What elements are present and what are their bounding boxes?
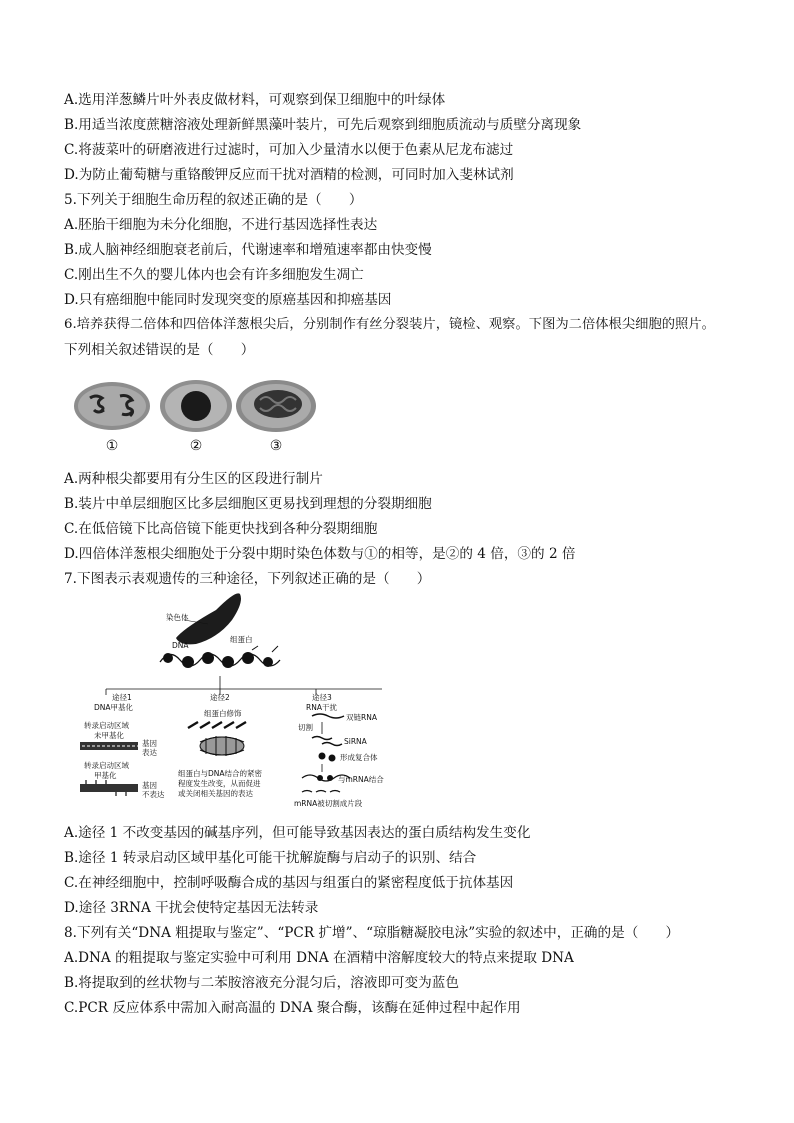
- option-text: D.只有癌细胞中能同时发现突变的原癌基因和抑癌基因: [64, 292, 392, 308]
- methylated-dna: [80, 784, 138, 792]
- option-text: B.成人脑神经细胞衰老前后，代谢速率和增殖速率都由快变慢: [64, 242, 432, 258]
- gene-not-expressed-line2: 不表达: [142, 790, 165, 799]
- question-stem: 7.下图表示表观遗传的三种途径，下列叙述正确的是（ ）: [64, 571, 431, 587]
- path2-sub: 组蛋白修饰: [204, 709, 242, 718]
- unmethylated-line2: 未甲基化: [94, 731, 124, 740]
- cell-photo-2: [154, 376, 238, 436]
- path1-title: 途径1: [112, 693, 132, 702]
- cut-label: 切割: [298, 723, 313, 732]
- cell-label-3: ③: [269, 438, 283, 454]
- gene-expressed-line2: 表达: [142, 748, 157, 757]
- complex-label: 形成复合体: [340, 753, 378, 762]
- option-text: B.途径 1 转录启动区域甲基化可能干扰解旋酶与启动子的识别、结合: [64, 850, 477, 866]
- epigenetics-diagram: [76, 592, 396, 810]
- gene-not-expressed-line1: 基因: [142, 781, 157, 790]
- cell-label-2: ②: [189, 438, 203, 454]
- dna-label: DNA: [172, 641, 189, 650]
- question-stem: 下列相关叙述错误的是（ ）: [64, 342, 255, 358]
- cell-label-1: ①: [105, 438, 119, 454]
- option-text: B.用适当浓度蔗糖溶液处理新鲜黑藻叶装片，可先后观察到细胞质流动与质壁分离现象: [64, 117, 582, 133]
- question-stem: 5.下列关于细胞生命历程的叙述正确的是（ ）: [64, 192, 363, 208]
- unmethylated-line1: 转录启动区域: [84, 721, 129, 730]
- question-stem: 6.培养获得二倍体和四倍体洋葱根尖后，分别制作有丝分裂装片，镜检、观察。下图为二倍体根尖细胞的照片。: [64, 317, 715, 332]
- path2-title: 途径2: [210, 693, 230, 702]
- option-text: A.途径 1 不改变基因的碱基序列，但可能导致基因表达的蛋白质结构发生变化: [64, 825, 531, 841]
- option-text: C.刚出生不久的婴儿体内也会有许多细胞发生凋亡: [64, 267, 364, 283]
- path3-sub: RNA干扰: [306, 703, 337, 712]
- histone-effect-line3: 或关闭相关基因的表达: [178, 789, 253, 798]
- option-text: C.在神经细胞中，控制呼吸酶合成的基因与组蛋白的紧密程度低于抗体基因: [64, 875, 514, 891]
- methylated-line2: 甲基化: [94, 771, 117, 780]
- cell-photo-1: [70, 376, 154, 436]
- option-text: A.DNA 的粗提取与鉴定实验中可利用 DNA 在酒精中溶解度较大的特点来提取 DNA: [64, 950, 574, 966]
- mrna-cut-label: mRNA被切割成片段: [294, 799, 363, 808]
- option-text: A.两种根尖都要用有分生区的区段进行制片: [64, 471, 323, 487]
- option-text: A.胚胎干细胞为未分化细胞，不进行基因选择性表达: [64, 217, 378, 233]
- root-cell-photos: [66, 376, 326, 456]
- dsrna-label: 双链RNA: [346, 713, 377, 722]
- path1-sub: DNA甲基化: [94, 703, 134, 712]
- option-text: A.选用洋葱鳞片叶外表皮做材料，可观察到保卫细胞中的叶绿体: [64, 92, 446, 108]
- chromosome-label: 染色体: [166, 613, 189, 622]
- methylated-line1: 转录启动区域: [84, 761, 129, 770]
- question-stem: 8.下列有关“DNA 粗提取与鉴定”、“PCR 扩增”、“琼脂糖凝胶电泳”实验的叙述中，正确的是（ ）: [64, 925, 680, 941]
- option-text: D.途径 3RNA 干扰会使特定基因无法转录: [64, 900, 319, 916]
- histone-label: 组蛋白: [230, 635, 253, 644]
- histone-effect-line1: 组蛋白与DNA结合的紧密: [178, 769, 263, 778]
- histone-effect-line2: 程度发生改变，从而促进: [178, 779, 261, 788]
- cell-photo-3: [234, 376, 318, 436]
- option-text: D.为防止葡萄糖与重铬酸钾反应而干扰对酒精的检测，可同时加入斐林试剂: [64, 167, 514, 183]
- option-text: C.在低倍镜下比高倍镜下能更快找到各种分裂期细胞: [64, 521, 378, 537]
- option-text: B.装片中单层细胞区比多层细胞区更易找到理想的分裂期细胞: [64, 496, 432, 512]
- gene-expressed-line1: 基因: [142, 739, 157, 748]
- option-text: D.四倍体洋葱根尖细胞处于分裂中期时染色体数与①的相等，是②的 4 倍，③的 2 倍: [64, 546, 576, 562]
- option-text: C.将菠菜叶的研磨液进行过滤时，可加入少量清水以便于色素从尼龙布滤过: [64, 142, 514, 158]
- path3-title: 途径3: [312, 693, 332, 702]
- option-text: B.将提取到的丝状物与二苯胺溶液充分混匀后，溶液即可变为蓝色: [64, 975, 459, 991]
- sirna-label: SiRNA: [344, 737, 367, 746]
- bind-mrna-label: 与mRNA结合: [338, 775, 384, 784]
- option-text: C.PCR 反应体系中需加入耐高温的 DNA 聚合酶，该酶在延伸过程中起作用: [64, 1000, 521, 1016]
